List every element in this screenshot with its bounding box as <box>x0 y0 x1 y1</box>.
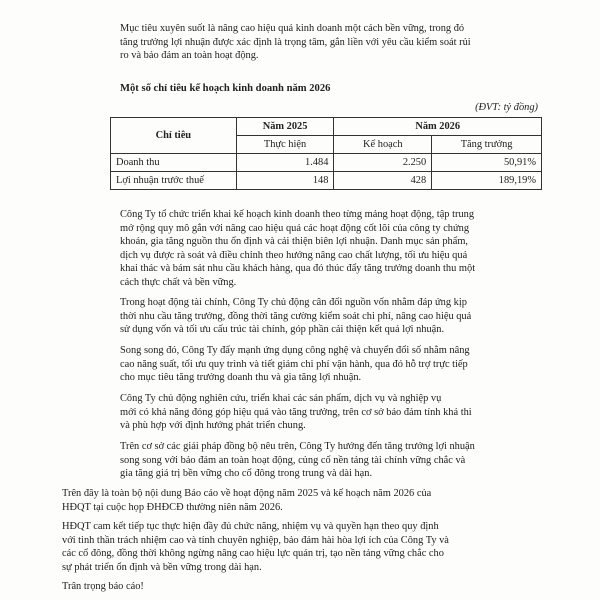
header-year-2026: Năm 2026 <box>334 118 542 136</box>
text-line: Trên đây là toàn bộ nội dung Báo cáo về hoạt động năm 2025 và kế hoạch năm 2026 của <box>62 488 432 499</box>
header-year-2025: Năm 2025 <box>236 118 334 136</box>
text-line: khoán, gia tăng nguồn thu ổn định và cải thiện biên lợi nhuận. Danh mục sản phẩm, <box>120 236 469 248</box>
subheader-growth: Tăng trưởng <box>432 136 542 154</box>
row-name: Lợi nhuận trước thuế <box>111 172 237 190</box>
text-line: mới có khả năng đóng góp hiệu quả vào tăng trưởng, trên cơ sở bảo đảm tính khả thi <box>120 406 472 418</box>
text-line: Công Ty chủ động nghiên cứu, triển khai các sản phẩm, dịch vụ và nghiệp vụ <box>120 393 442 404</box>
row-name: Doanh thu <box>111 154 237 172</box>
text-line: ro và bảo đảm an toàn hoạt động. <box>120 50 259 62</box>
text-line: HĐQT cam kết tiếp tục thực hiện đầy đủ chức năng, nhiệm vụ và quyền hạn theo quy định <box>62 521 439 532</box>
row-actual: 1.484 <box>236 154 334 172</box>
table-header-row <box>111 118 542 136</box>
text-line: HĐQT tại cuộc họp ĐHĐCĐ thường niên năm 2026. <box>62 501 283 513</box>
text-line: các cổ đông, đồng thời không ngừng nâng cao hiệu lực quản trị, tạo nền tảng vững chắc cho <box>62 548 444 560</box>
paragraph-commitment <box>62 520 542 574</box>
header-indicator: Chỉ tiêu <box>111 118 237 154</box>
text-line: Công Ty tổ chức triển khai kế hoạch kinh doanh theo từng mảng hoạt động, tập trung <box>120 209 475 220</box>
text-line: Trân trọng báo cáo! <box>62 581 144 592</box>
intro-paragraph <box>120 22 542 63</box>
text-line: cho mục tiêu tăng trưởng doanh thu và gia tăng lợi nhuận. <box>120 372 362 384</box>
text-line: sử dụng vốn và tối ưu cấu trúc tài chính, góp phần cải thiện kết quả lợi nhuận. <box>120 324 445 336</box>
text-line: dịch vụ được rà soát và điều chỉnh theo hướng nâng cao chất lượng, tối ưu hiệu quả <box>120 249 468 261</box>
text-line: sự phát triển ổn định và bền vững trong dài hạn. <box>62 561 262 573</box>
text-line: Mục tiêu xuyên suốt là nâng cao hiệu quả kinh doanh một cách bền vững, trong đó <box>120 23 465 34</box>
table-row <box>111 172 542 190</box>
table-row <box>111 154 542 172</box>
text-line: mở rộng quy mô gắn với nâng cao hiệu quả các hoạt động cốt lõi của công ty chứng <box>120 222 470 234</box>
text-line: khai thác và bám sát nhu cầu khách hàng, qua đó thúc đẩy tăng trưởng doanh thu một <box>120 263 476 275</box>
text-line: gia tăng giá trị bền vững cho cổ đông trong trung và dài hạn. <box>120 468 373 480</box>
unit-note: (ĐVT: tỷ đồng) <box>475 102 538 113</box>
text-line: Trong hoạt động tài chính, Công Ty chủ động cân đối nguồn vốn nhằm đáp ứng kịp <box>120 297 467 308</box>
row-actual: 148 <box>236 172 334 190</box>
row-growth: 189,19% <box>432 172 542 190</box>
row-plan: 428 <box>334 172 432 190</box>
text-line: tăng trưởng lợi nhuận được xác định là trọng tâm, gắn liền với yêu cầu kiểm soát rủi <box>120 36 471 48</box>
text-line: cao năng suất, tối ưu quy trình và tiết giảm chi phí vận hành, qua đó hỗ trợ trực tiếp <box>120 358 468 370</box>
text-line: và phù hợp với định hướng phát triển chung. <box>120 420 306 432</box>
paragraph-technology <box>120 344 542 385</box>
section-heading: Một số chỉ tiêu kế hoạch kinh doanh năm 2026 <box>120 83 331 94</box>
row-plan: 2.250 <box>334 154 432 172</box>
subheader-plan: Kế hoạch <box>334 136 432 154</box>
paragraph-business-plan <box>120 208 542 290</box>
closing-line <box>62 580 362 594</box>
text-line: cách thực chất và bền vững. <box>120 276 237 288</box>
text-line: song song với bảo đảm an toàn hoạt động, củng cố nền tảng tài chính vững chắc và <box>120 454 466 466</box>
paragraph-report-conclusion <box>62 487 542 514</box>
row-growth: 50,91% <box>432 154 542 172</box>
subheader-actual: Thực hiện <box>236 136 334 154</box>
kpi-table <box>110 117 542 190</box>
text-line: Trên cơ sở các giải pháp đồng bộ nêu trên, Công Ty hướng đến tăng trưởng lợi nhuận <box>120 441 475 452</box>
text-line: thời nhu cầu tăng trưởng, đồng thời tăng cường kiểm soát chi phí, nâng cao hiệu quả <box>120 310 472 322</box>
text-line: với tinh thần trách nhiệm cao và tính chuyên nghiệp, bảo đảm hài hòa lợi ích của Công Ty và <box>62 534 449 546</box>
text-line: Song song đó, Công Ty đẩy mạnh ứng dụng công nghệ và chuyển đổi số nhằm nâng <box>120 345 470 356</box>
paragraph-products <box>120 392 542 433</box>
paragraph-summary <box>120 440 542 481</box>
paragraph-finance <box>120 296 542 337</box>
